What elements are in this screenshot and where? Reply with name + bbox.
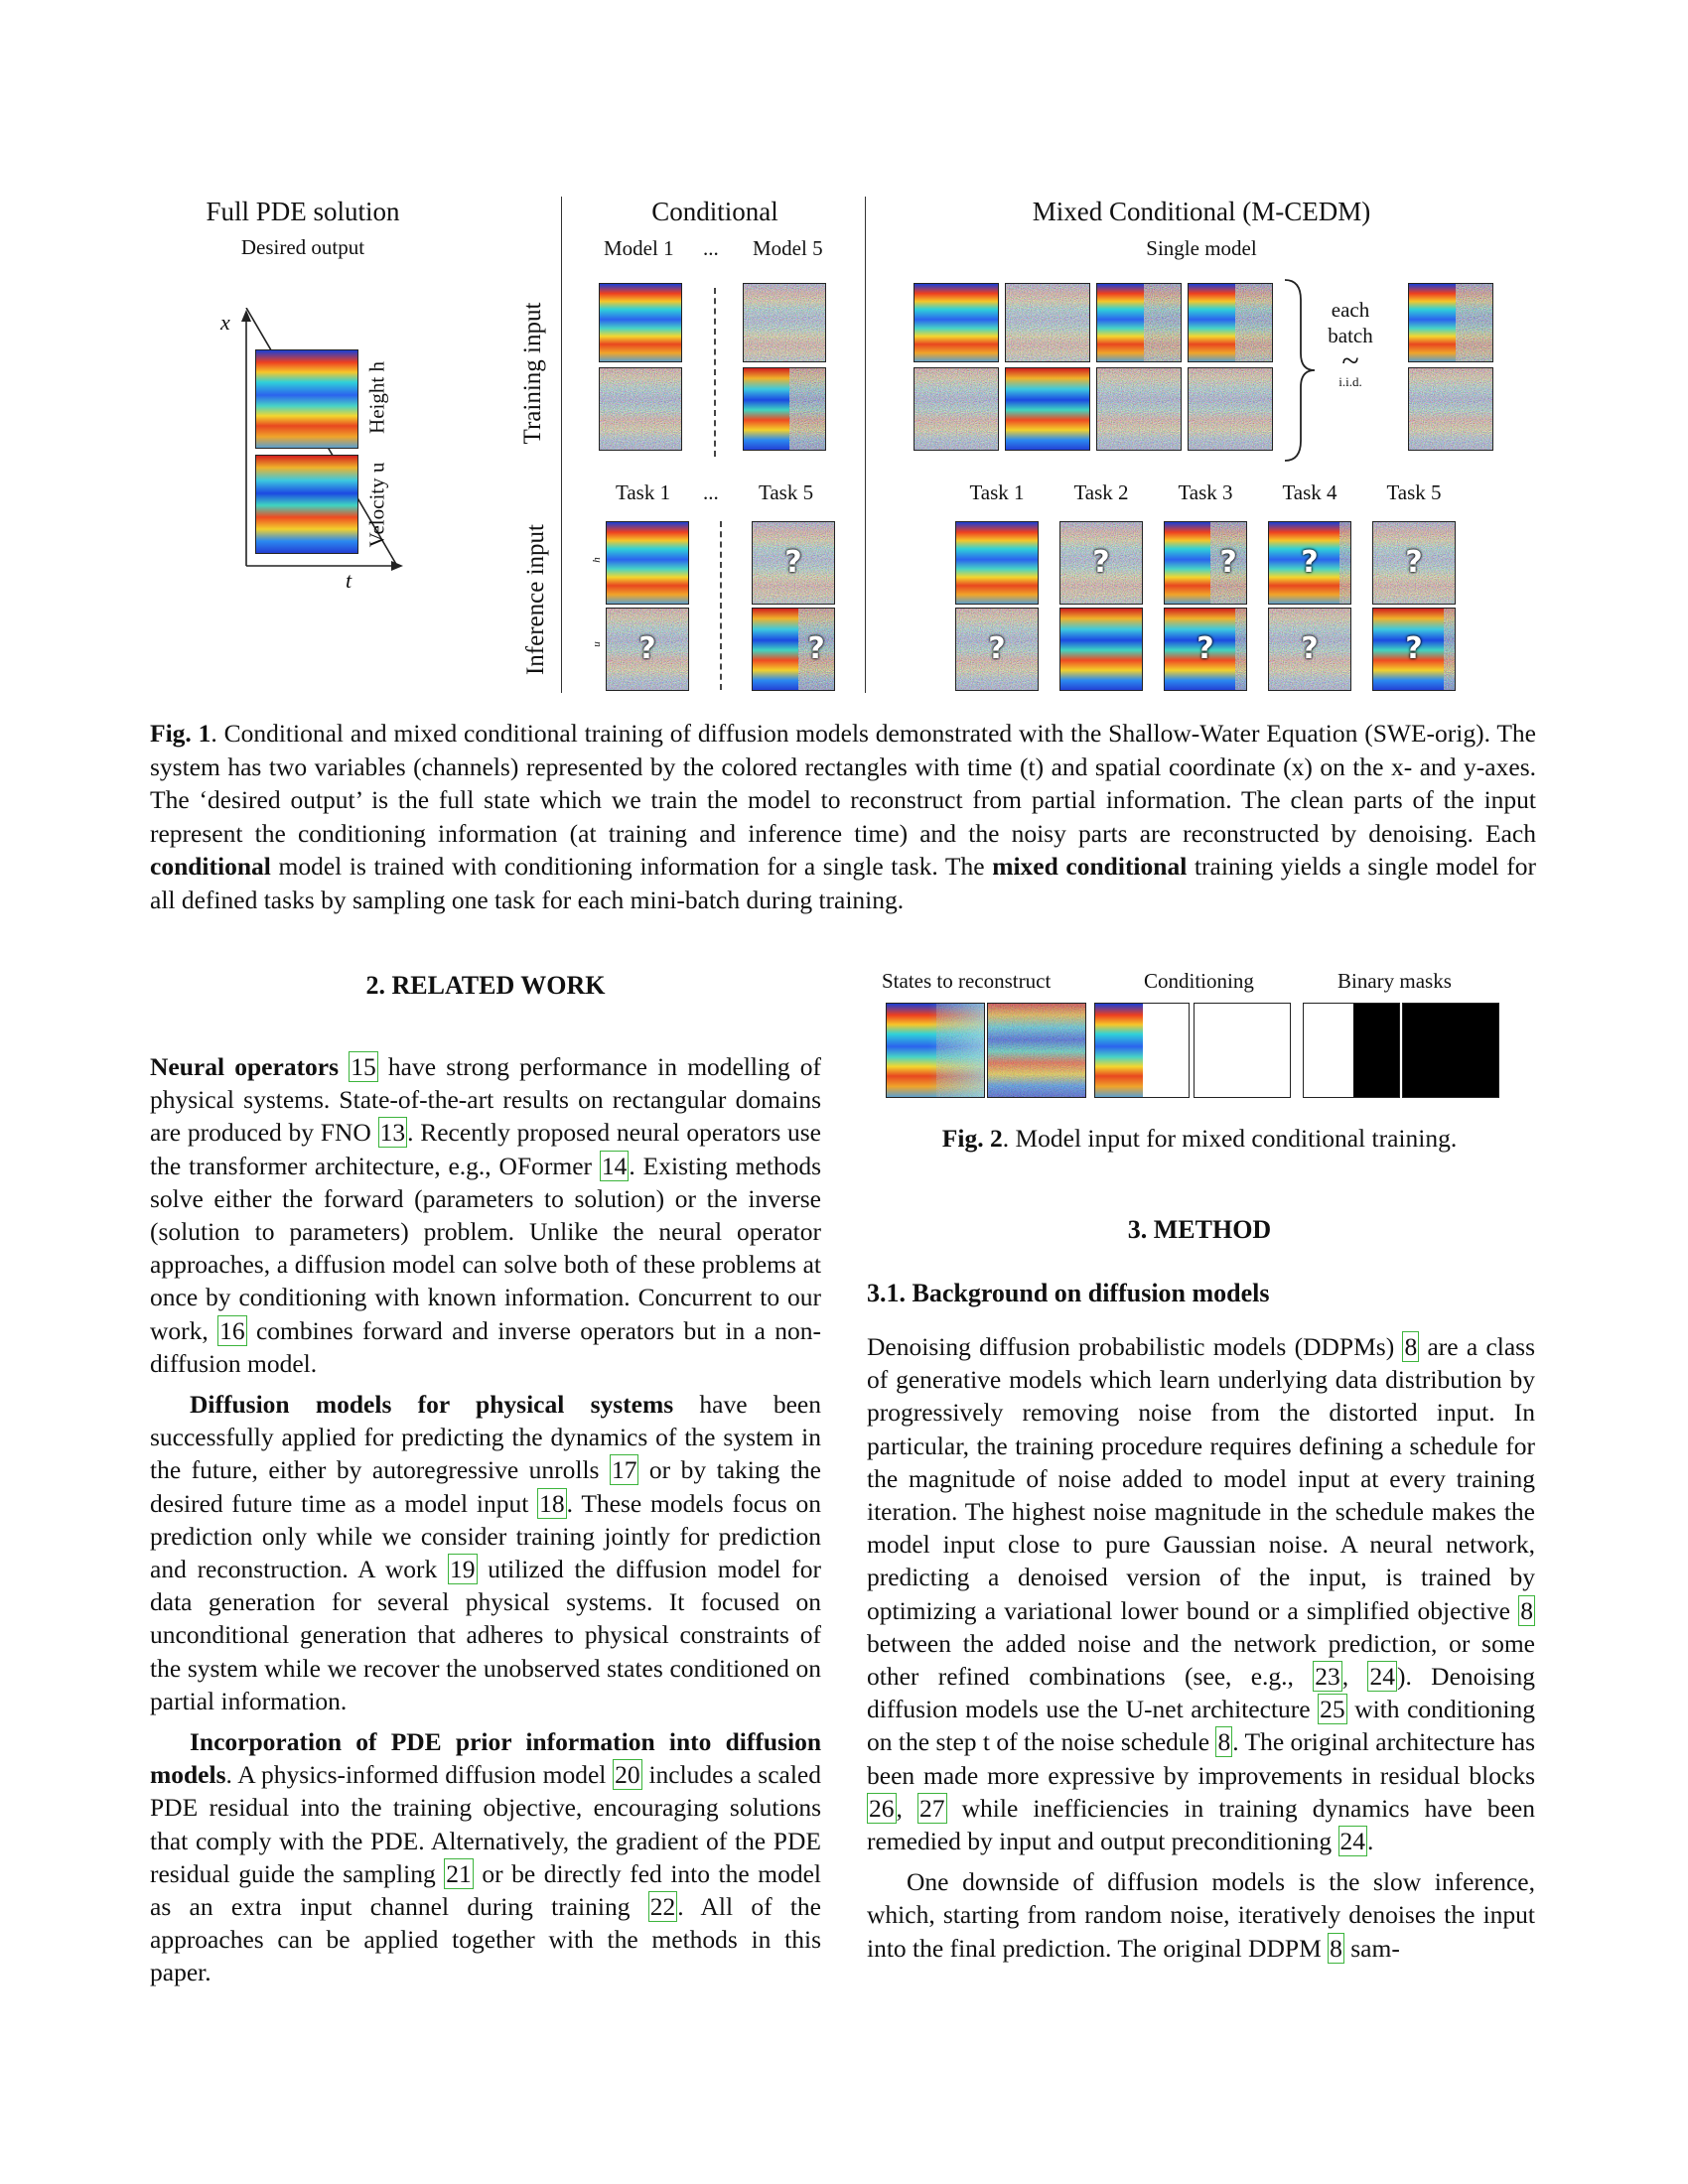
fig2-mask-h [1303, 1003, 1400, 1098]
question-mark-icon: ? [1405, 630, 1423, 666]
mixed-train-1-h [914, 283, 999, 362]
ref-8[interactable]: 8 [1404, 1332, 1418, 1361]
question-mark-icon: ? [1092, 544, 1110, 580]
ref-22[interactable]: 22 [649, 1892, 676, 1922]
each-label: each [1331, 298, 1370, 322]
ref-26[interactable]: 26 [869, 1793, 895, 1823]
batch-label: batch [1328, 324, 1373, 347]
ref-17[interactable]: 17 [611, 1455, 637, 1485]
section-related-work: 2. RELATED WORK [365, 971, 606, 1000]
text-span: . The original architecture has been made more expressive by improvements in residual blocks [867, 1727, 1535, 1790]
text-span: or by taking the desired future time as a model input [150, 1455, 821, 1518]
row-h-label: h [590, 557, 603, 563]
text-span: . All of the approaches can be applied together with the methods in this paper. [150, 1892, 821, 1987]
mixed-train-4-h [1188, 283, 1273, 362]
cond-task-ellipsis: ... [703, 480, 719, 504]
ref-19[interactable]: 19 [450, 1555, 476, 1584]
ref-8[interactable]: 8 [1520, 1595, 1533, 1625]
model-1-label: Model 1 [604, 236, 674, 260]
caption-2-label: Fig. 2 [941, 1124, 1003, 1153]
mixed-train-2-h [1005, 283, 1090, 362]
question-mark-icon: ? [1301, 630, 1319, 666]
ref-24[interactable]: 24 [1369, 1662, 1395, 1692]
text-span: are a class of generative models which learn underlying data distribution by progressively removing noise from the distorted input. In particular, the training procedure requires defining a schedule for the magnitude of noise added to model input at every training iteration. The highest noise magnitude in the schedule makes the model input close to pure Gaussian noise. A neural network, predicting a denoised version of the input, is trained by optimizing a variational lower bound or a simplified objective [867, 1332, 1536, 1625]
caption-1-bold-mixed: mixed conditional [992, 852, 1188, 881]
mixed-train-sample-h [1408, 283, 1493, 362]
cond-train-m1-h [599, 283, 682, 362]
fig1-separator-2 [865, 197, 866, 693]
cond-infer-t1-u [606, 608, 689, 691]
ref-24[interactable]: 24 [1339, 1827, 1365, 1856]
fig2-states-label: States to reconstruct [882, 969, 1052, 993]
para-pde-prior [150, 1725, 821, 1989]
caption-2-text: . Model input for mixed conditional training. [1002, 1124, 1458, 1153]
mixed-infer-t5-h [1372, 521, 1456, 605]
para-downside [867, 1865, 1535, 1965]
text-span: have strong performance in modelling of physical systems. State-of-the-art results on rectangular domains are produced by FNO [150, 1052, 822, 1148]
text-span: . Existing methods solve either the forward (parameters to solution) or the inverse (solution to parameters) problem. Unlike the neural operator approaches, a diffusion model can solve both of these problems at once by conditioning with known information. Concurrent to our work, [150, 1151, 821, 1345]
fig2-state-u [987, 1003, 1086, 1098]
cond-train-m5-h [743, 283, 826, 362]
fig2-state-h [886, 1003, 985, 1098]
mixed-infer-t1-h [955, 521, 1039, 605]
model-ellipsis: ... [703, 236, 719, 260]
ref-8[interactable]: 8 [1330, 1933, 1342, 1963]
inference-input-label: Inference input [522, 524, 549, 676]
mixed-infer-t1-u [955, 608, 1039, 691]
iid-label: i.i.d. [1338, 374, 1362, 389]
fig2-mask-u [1402, 1003, 1499, 1098]
mixed-task-4: Task 4 [1282, 480, 1337, 504]
ref-8[interactable]: 8 [1217, 1727, 1231, 1757]
training-input-label: Training input [519, 302, 546, 445]
fig2-masks-label: Binary masks [1337, 969, 1452, 993]
iid-tilde: ~ [1341, 342, 1359, 378]
mixed-train-3-u [1096, 367, 1182, 451]
mixed-infer-t3-h [1164, 521, 1247, 605]
caption-1-label: Fig. 1 [150, 719, 211, 748]
mixed-task-3: Task 3 [1178, 480, 1233, 504]
right-column-text [867, 1330, 1535, 1965]
mixed-infer-t3-u [1164, 608, 1247, 691]
text-span: includes a scaled PDE residual into the training objective, encouraging solutions that comply with the PDE. Alternatively, the gradient of the PDE residual guide the sampling [150, 1760, 822, 1888]
caption-1-text-2: model is trained with conditioning information for a single task. The [270, 852, 993, 881]
question-mark-icon: ? [1405, 544, 1423, 580]
question-mark-icon: ? [1196, 630, 1214, 666]
question-mark-icon: ? [784, 544, 802, 580]
mixed-train-1-u [914, 367, 999, 451]
text-span: sam- [1343, 1933, 1400, 1963]
fig2-cond-h [1094, 1003, 1190, 1098]
cond-train-m1-u [599, 367, 682, 451]
text-span: . A physics-informed diffusion model [225, 1760, 614, 1790]
row-u-label: u [590, 641, 603, 647]
mixed-infer-t2-h [1059, 521, 1143, 605]
axis-t-label: t [346, 568, 352, 593]
question-mark-icon: ? [1219, 544, 1237, 580]
text-span: . Recently proposed neural operators use the transformer architecture, e.g., OFormer [150, 1118, 821, 1180]
cond-infer-t5-u [752, 608, 835, 691]
left-column-text [150, 1050, 821, 1989]
mixed-train-2-u [1005, 367, 1090, 451]
text-span: have been successfully applied for predicting the dynamics of the system in the future, either by autoregressive unrolls [150, 1390, 821, 1485]
mixed-train-sample-u [1408, 367, 1493, 451]
caption-1-bold-conditional: conditional [150, 852, 271, 881]
mixed-task-2: Task 2 [1073, 480, 1129, 504]
text-span: ). Denoising diffusion models use the U-net architecture [867, 1662, 1535, 1724]
ref-25[interactable]: 25 [1320, 1695, 1345, 1724]
para-diffusion-physical [150, 1388, 821, 1717]
mixed-infer-t2-u [1059, 608, 1143, 691]
ref-13[interactable]: 13 [379, 1118, 406, 1148]
text-span: . [1367, 1827, 1374, 1856]
mixed-infer-t4-h [1268, 521, 1351, 605]
text-span: between the added noise and the network prediction, or some other refined combinations (see, e.g., [867, 1628, 1535, 1692]
ref-14[interactable]: 14 [601, 1151, 628, 1180]
mixed-task-5: Task 5 [1386, 480, 1442, 504]
cond-infer-t1-h [606, 521, 689, 605]
ref-27[interactable]: 27 [919, 1793, 945, 1823]
cond-train-m5-u [743, 367, 826, 451]
question-mark-icon: ? [1301, 544, 1319, 580]
caption-1-text: . Conditional and mixed conditional training of diffusion models demonstrated with the Shallow-Water Equation (SWE-orig). The system has two variables (channels) represented by the colored rectangles with time (t) and spatial coordinate (x) on the x- and y-axes. The ‘desired output’ is the full state which we train the model to reconstruct from partial information. The clean parts of the input represent the conditioning information (at training and inference time) and the noisy parts are reconstructed by denoising. Each [150, 719, 1536, 848]
ref-18[interactable]: 18 [539, 1488, 565, 1518]
section-method: 3. METHOD [1127, 1215, 1272, 1244]
question-mark-icon: ? [988, 630, 1006, 666]
text-span: One downside of diffusion models is the slow inference, which, starting from random noise, iteratively denoises the input into the final prediction. The original DDPM [867, 1867, 1535, 1963]
mixed-task-1: Task 1 [969, 480, 1025, 504]
text-span: or be directly fed into the model as an extra input channel during training [150, 1858, 821, 1922]
cond-task-1: Task 1 [616, 480, 671, 504]
para-neural-operators [150, 1050, 821, 1380]
fig1-separator-1 [561, 197, 562, 693]
bold-pde-prior: Incorporation of PDE prior information into diffusion models [150, 1727, 821, 1790]
mixed-train-4-u [1188, 367, 1273, 451]
mixed-train-3-h [1096, 283, 1182, 362]
text-span: Denoising diffusion probabilistic models (DDPMs) [867, 1332, 1403, 1361]
ref-16[interactable]: 16 [219, 1315, 245, 1345]
cond-infer-t5-h [752, 521, 835, 605]
velocity-label: Velocity u [364, 462, 389, 548]
ref-23[interactable]: 23 [1315, 1662, 1340, 1692]
text-span: while inefficiencies in training dynamics have been remedied by input and output preconditioning [867, 1793, 1535, 1856]
bold-diffusion-physical: Diffusion models for physical systems [190, 1390, 674, 1420]
text-span: with conditioning on the step t of the noise schedule [867, 1695, 1535, 1757]
ref-20[interactable]: 20 [615, 1760, 640, 1790]
fig1-col1-subtitle: Desired output [240, 235, 365, 259]
bold-neural-operators: Neural operators [150, 1052, 340, 1081]
question-mark-icon: ? [807, 630, 825, 666]
caption-1-text-3: training yields a single model for all defined tasks by sampling one task for each mini-batch during training. [150, 852, 1537, 914]
fig1-col2-title: Conditional [651, 197, 778, 226]
figure-1-caption [150, 717, 1536, 916]
question-mark-icon: ? [638, 630, 656, 666]
text-span: utilized the diffusion model for data generation for several physical systems. It focused on unconditional generation that adheres to physical constraints of the system while we recover the unobserved states conditioned on partial information. [150, 1555, 821, 1715]
fig1-col3-title: Mixed Conditional (M-CEDM) [1032, 197, 1371, 226]
full-velocity-field [255, 455, 358, 554]
text-span: combines forward and inverse operators but in a non-diffusion model. [150, 1315, 821, 1378]
height-label: Height h [364, 361, 389, 434]
text-span: . These models focus on prediction only while we consider training jointly for prediction and reconstruction. A work [150, 1488, 821, 1584]
para-ddpm: Denoising diffusion probabilistic models (DDPMs) 8 are a class of generative models which learn underlying data distribution by progressively removing noise from the distorted input. In particular, the training procedure requires defining a schedule for the magnitude of noise added to model input at every training iteration. The highest noise magnitude in the schedule makes the model input close to pure Gaussian noise. A neural network, predicting a denoised version of the input, is trained by optimizing a variational lower bound or a simplified objective 8 between the added noise and the network prediction, or some other refined combinations (see, e.g., 23, 24). Denoising diffusion models use the U-net architecture 25 with conditioning on the step t of the noise schedule 8. The original architecture has been made more expressive by improvements in residual blocks 26, 27 while inefficiencies in training dynamics have been remedied by input and output preconditioning 24. [867, 1332, 1536, 1856]
ref-15[interactable]: 15 [351, 1052, 376, 1081]
mixed-infer-t5-u [1372, 608, 1456, 691]
dashed-sep-infer [720, 521, 722, 690]
fig1-col3-subtitle: Single model [1146, 236, 1257, 260]
dashed-sep-train [714, 288, 716, 457]
full-height-field [255, 349, 358, 449]
fig2-cond-u [1194, 1003, 1291, 1098]
fig1-col1-title: Full PDE solution [206, 197, 400, 226]
brace [1281, 276, 1321, 465]
subsection-background: 3.1. Background on diffusion models [867, 1279, 1270, 1307]
ref-21[interactable]: 21 [446, 1858, 472, 1888]
figure-2-caption [864, 1124, 1535, 1154]
mixed-infer-t4-u [1268, 608, 1351, 691]
model-5-label: Model 5 [753, 236, 823, 260]
cond-task-5: Task 5 [759, 480, 814, 504]
fig2-conditioning-label: Conditioning [1144, 969, 1254, 993]
axis-x-label: x [220, 310, 230, 335]
